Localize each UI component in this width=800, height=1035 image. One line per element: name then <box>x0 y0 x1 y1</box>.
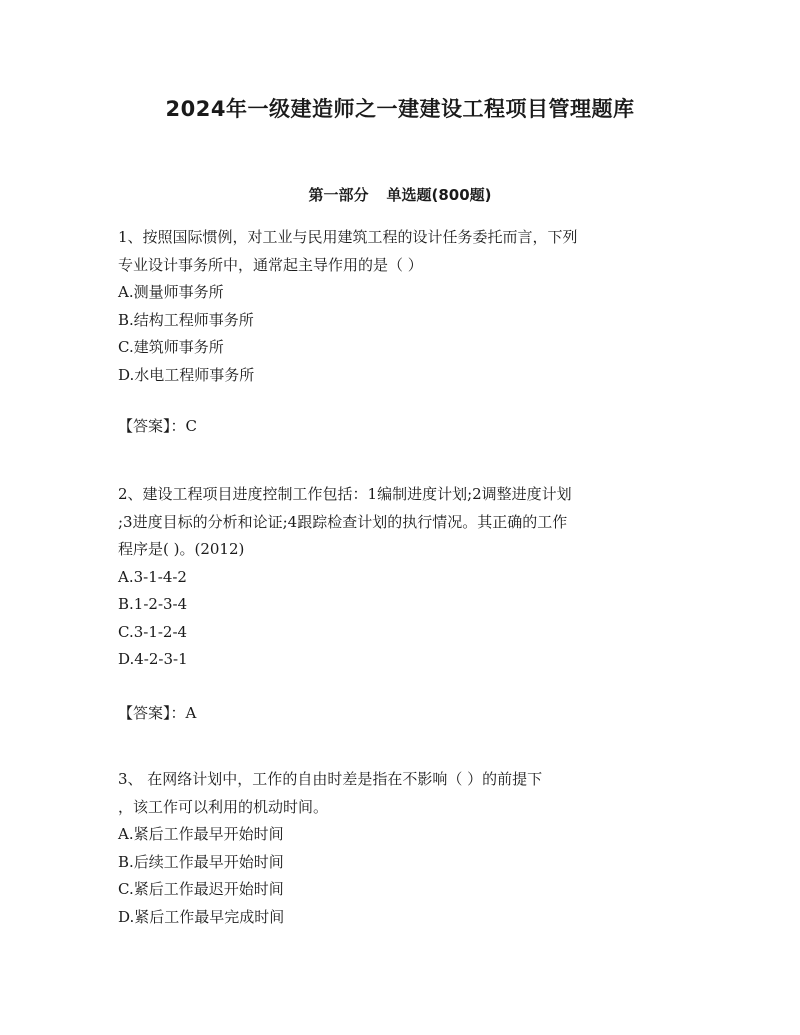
option-c: C.3-1-2-4 <box>118 622 188 641</box>
question-text-line: ，该工作可以利用的机动时间。 <box>118 797 329 816</box>
option-c: C.紧后工作最迟开始时间 <box>118 880 284 898</box>
question-text-line: 专业设计事务所中，通常起主导作用的是（ ） <box>118 255 423 274</box>
question-2 <box>118 481 684 674</box>
question-text-line: 程序是( )。(2012) <box>118 540 245 558</box>
question-text-line: 1、按照国际惯例，对工业与民用建筑工程的设计任务委托而言，下列 <box>118 228 578 246</box>
section-part: 第一部分 <box>308 186 369 204</box>
option-c: C.建筑师事务所 <box>118 338 224 356</box>
option-b: B.1-2-3-4 <box>118 595 188 613</box>
option-d: D.4-2-3-1 <box>118 650 188 668</box>
question-text-line: 3、 在网络计划中，工作的自由时差是指在不影响（ ）的前提下 <box>118 770 543 788</box>
question-1 <box>118 224 684 389</box>
option-d: D.紧后工作最早完成时间 <box>118 907 285 926</box>
question-text-line: 2、建设工程项目进度控制工作包括：1编制进度计划;2调整进度计划 <box>118 485 572 503</box>
section-name: 单选题(800题) <box>386 186 492 204</box>
question-3 <box>118 766 684 931</box>
option-a: A.紧后工作最早开始时间 <box>118 825 284 843</box>
option-a: A.测量师事务所 <box>118 283 224 301</box>
document-title: 2024年一级建造师之一建建设工程项目管理题库 <box>165 97 635 121</box>
question-text-line: ;3进度目标的分析和论证;4跟踪检查计划的执行情况。其正确的工作 <box>118 512 568 531</box>
option-b: B.结构工程师事务所 <box>118 310 254 329</box>
answer-1: 【答案】：C <box>118 417 197 435</box>
option-d: D.水电工程师事务所 <box>118 365 255 384</box>
option-a: A.3-1-4-2 <box>118 567 187 586</box>
section-heading <box>0 184 800 205</box>
answer-2: 【答案】：A <box>118 704 197 722</box>
option-b: B.后续工作最早开始时间 <box>118 852 284 871</box>
